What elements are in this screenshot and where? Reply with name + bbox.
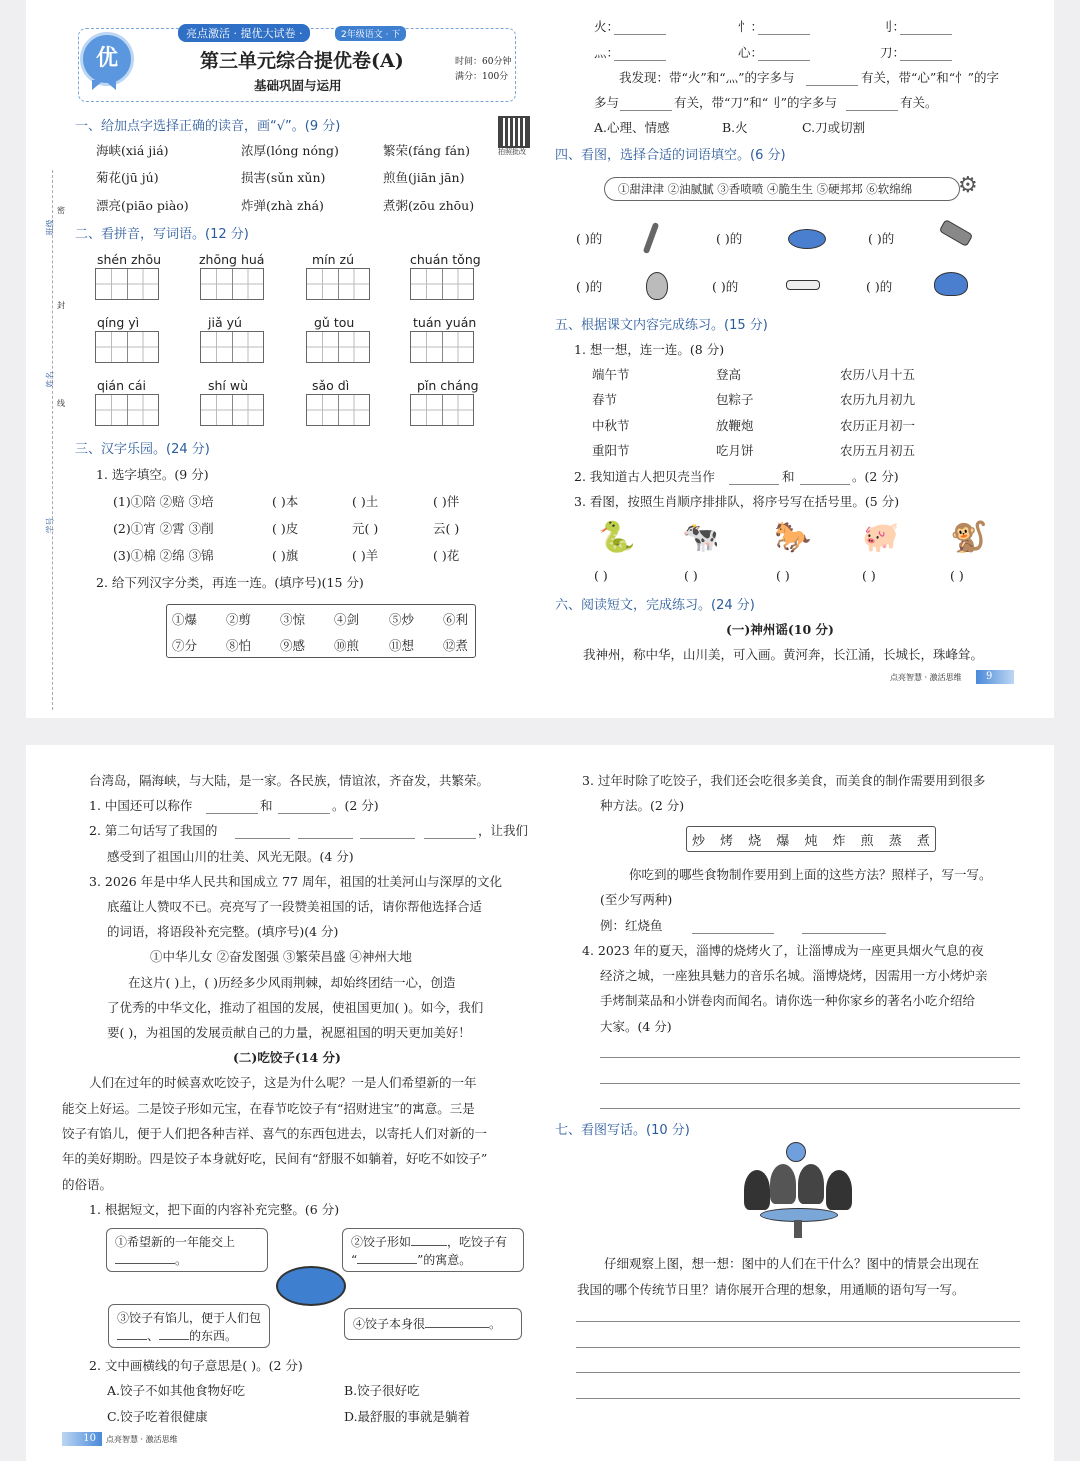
r4-text: 经济之城，一座独具魅力的音乐名城。淄博烧烤，因需用一方小烤炉亲 bbox=[600, 968, 988, 983]
pinyin-label: zhōng huá bbox=[199, 252, 265, 267]
dumpling-plate-icon bbox=[276, 1266, 346, 1306]
pinyin-label: shén zhōu bbox=[97, 252, 162, 267]
s3-blank[interactable]: ( )土 bbox=[352, 494, 379, 509]
char-item: ⑤炒 bbox=[389, 612, 415, 627]
lunar-date: 农历八月十五 bbox=[840, 367, 916, 382]
box-blank[interactable] bbox=[357, 1263, 417, 1264]
method: 煎 bbox=[860, 834, 874, 849]
box-text: “ bbox=[351, 1253, 358, 1267]
char-item: ⑫煮 bbox=[443, 638, 469, 653]
fill-blank[interactable]: ( )的 bbox=[868, 231, 895, 246]
char-item: ③惊 bbox=[280, 612, 306, 627]
snake-icon: 🐍 bbox=[598, 520, 636, 555]
qr-code-icon[interactable] bbox=[498, 116, 530, 148]
box-blank[interactable] bbox=[117, 1339, 147, 1340]
r2-option[interactable]: D.最舒服的事就是躺着 bbox=[344, 1409, 471, 1424]
r2-option[interactable]: B.饺子很好吃 bbox=[344, 1383, 420, 1398]
q1-blank[interactable] bbox=[278, 812, 330, 814]
box-text: ③饺子有馅儿，便于人们包 bbox=[117, 1311, 262, 1325]
s5-q2: 2. 我知道古人把贝壳当作 bbox=[574, 469, 715, 484]
box-text: ”的寓意。 bbox=[417, 1253, 472, 1267]
r4-text: 手烤制菜品和小饼卷肉而闻名。请你选一种你家乡的著名小吃介绍给 bbox=[600, 993, 976, 1008]
side-label-name: 姓名 bbox=[45, 371, 55, 388]
horse-icon: 🐎 bbox=[774, 520, 812, 555]
radical-blank[interactable] bbox=[758, 33, 810, 35]
festival: 中秋节 bbox=[592, 418, 630, 433]
s5-q2-end: 。(2 分) bbox=[852, 469, 899, 484]
radical-blank[interactable] bbox=[900, 59, 952, 61]
s3-q1: 1. 选字填空。(9 分) bbox=[96, 467, 209, 482]
answer-line[interactable] bbox=[576, 1371, 1020, 1373]
r4-text: 4. 2023 年的夏天，淄博的烧烤火了，让淄博成为一座更具烟火气息的夜 bbox=[582, 943, 984, 958]
pinyin-label: shí wù bbox=[208, 378, 249, 393]
footer-slogan: 点亮智慧 · 激活思维 bbox=[890, 673, 962, 682]
writing-grid[interactable] bbox=[95, 394, 159, 426]
writing-grid[interactable] bbox=[200, 331, 264, 363]
q2-blank[interactable] bbox=[424, 837, 476, 839]
festival: 重阳节 bbox=[592, 443, 630, 458]
page-number: 10 bbox=[62, 1432, 102, 1446]
q1-text: 1. 中国还可以称作 bbox=[89, 798, 193, 813]
ox-icon: 🐄 bbox=[682, 520, 720, 555]
bread-icon bbox=[788, 229, 826, 249]
s5-q1: 1. 想一想，连一连。(8 分) bbox=[574, 342, 725, 357]
option-b: B.火 bbox=[722, 120, 748, 135]
festival: 春节 bbox=[592, 392, 618, 407]
r3-example: 例：红烧鱼 bbox=[600, 918, 663, 933]
fill-blank[interactable]: ( )的 bbox=[576, 279, 603, 294]
r2-option[interactable]: C.饺子吃着很健康 bbox=[107, 1409, 208, 1424]
reading-1-title: (一)神州谣(10 分) bbox=[726, 622, 834, 637]
reading-2-title: (二)吃饺子(14 分) bbox=[233, 1050, 341, 1065]
section-2-title: 二、看拼音，写词语。(12 分) bbox=[75, 227, 249, 242]
section-1-title: 一、给加点字选择正确的读音，画“√”。(9 分) bbox=[75, 119, 341, 134]
option-c: C.刀或切割 bbox=[802, 120, 866, 135]
poem-line: 台湾岛，隔海峡，与大陆，是一家。各民族，情谊浓，齐奋发，共繁荣。 bbox=[89, 773, 490, 788]
writing-grid[interactable] bbox=[95, 331, 159, 363]
passage-line: 的俗语。 bbox=[62, 1177, 113, 1192]
passage-line: 人们在过年的时候喜欢吃饺子，这是为什么呢？一是人们希望新的一年 bbox=[89, 1075, 477, 1090]
fill-blank[interactable]: ( )的 bbox=[576, 231, 603, 246]
binding-strip bbox=[52, 170, 54, 710]
monkey-icon: 🐒 bbox=[950, 520, 988, 555]
q1-blank[interactable] bbox=[206, 812, 258, 814]
lunar-date: 农历正月初一 bbox=[840, 418, 916, 433]
answer-line[interactable] bbox=[600, 1056, 1020, 1058]
pinyin-label: qíng yì bbox=[97, 315, 140, 330]
char-item: ⑦分 bbox=[172, 638, 198, 653]
s5-q2-and: 和 bbox=[782, 469, 795, 484]
s3-blank[interactable]: ( )花 bbox=[433, 548, 460, 563]
person-icon bbox=[798, 1164, 824, 1204]
q2-text: 2. 第二句话写了我国的 bbox=[89, 823, 218, 838]
side-mark-line: 线 bbox=[57, 399, 65, 408]
box-text: ①希望新的一年能交上 bbox=[115, 1235, 236, 1249]
section-4-title: 四、看图，选择合适的词语填空。(6 分) bbox=[555, 148, 786, 163]
fill-blank[interactable]: ( )的 bbox=[866, 279, 893, 294]
s1-item: 繁荣(fáng fán) bbox=[383, 143, 470, 158]
festival: 端午节 bbox=[592, 367, 630, 382]
custom: 吃月饼 bbox=[716, 443, 754, 458]
family-dinner-illustration bbox=[742, 1142, 854, 1242]
radical-blank[interactable] bbox=[900, 33, 952, 35]
section-7-title: 七、看图写话。(10 分) bbox=[555, 1123, 690, 1138]
badge-icon: 优 bbox=[80, 32, 134, 86]
r3-blank[interactable] bbox=[692, 932, 774, 934]
method: 烧 bbox=[748, 834, 762, 849]
lunar-date: 农历五月初五 bbox=[840, 443, 916, 458]
pinyin-label: pǐn cháng bbox=[417, 378, 479, 393]
fill-blank[interactable]: ( )的 bbox=[716, 231, 743, 246]
pinyin-label: chuán tǒng bbox=[410, 252, 481, 267]
r3-text: 3. 过年时除了吃饺子，我们还会吃很多美食，而美食的制作需要用到很多 bbox=[582, 773, 986, 788]
qr-label: 拍照批改 bbox=[498, 148, 526, 156]
moon-icon bbox=[786, 1142, 806, 1162]
roast-chicken-icon bbox=[934, 272, 968, 296]
radical-label: 心： bbox=[738, 45, 764, 60]
mindmap-box-4: ④饺子本身很 。 bbox=[344, 1308, 522, 1340]
box-text: 的东西。 bbox=[189, 1329, 238, 1343]
s1-item: 浓厚(lóng nóng) bbox=[241, 143, 339, 158]
section-6-title: 六、阅读短文，完成练习。(24 分) bbox=[555, 598, 755, 613]
custom: 放鞭炮 bbox=[716, 418, 754, 433]
s1-item: 炸弹(zhà zhá) bbox=[241, 198, 324, 213]
answer-line[interactable] bbox=[576, 1346, 1020, 1348]
q3-text: 了优秀的中华文化，推动了祖国的发展，使祖国更加( )。如今，我们 bbox=[107, 1000, 484, 1015]
char-item: ⑩煎 bbox=[334, 638, 360, 653]
answer-line[interactable] bbox=[576, 1320, 1020, 1322]
answer-line[interactable] bbox=[600, 1107, 1020, 1109]
s3-row-options: (1)①陪 ②赔 ③培 bbox=[113, 494, 214, 509]
writing-grid[interactable] bbox=[200, 268, 264, 300]
writing-grid[interactable] bbox=[410, 268, 474, 300]
score-info: 满分：100分 bbox=[455, 72, 509, 82]
mindmap-box-2 bbox=[342, 1228, 524, 1272]
q2-blank[interactable] bbox=[360, 837, 415, 839]
s3-blank[interactable]: ( )伴 bbox=[433, 494, 460, 509]
char-item: ⑥利 bbox=[443, 612, 469, 627]
brand-tag: 亮点激活 · 提优大试卷 · bbox=[178, 24, 310, 42]
writing-grid[interactable] bbox=[95, 268, 159, 300]
q2-text-end: ，让我们 bbox=[478, 823, 529, 838]
method: 蒸 bbox=[888, 834, 902, 849]
box-blank[interactable] bbox=[159, 1339, 189, 1340]
r2-text: 2. 文中画横线的句子意思是( )。(2 分) bbox=[89, 1358, 303, 1373]
radical-blank[interactable] bbox=[614, 33, 666, 35]
pinyin-label: mín zú bbox=[312, 252, 355, 267]
finding-text: 有关。 bbox=[900, 95, 938, 110]
grade-tag: 2年级语文 · 下 bbox=[335, 26, 406, 41]
radical-blank[interactable] bbox=[758, 59, 810, 61]
pig-icon: 🐖 bbox=[862, 520, 900, 555]
finding-blank[interactable] bbox=[806, 84, 858, 86]
s3-q2: 2. 给下列汉字分类，再连一连。(填序号)(15 分) bbox=[96, 575, 364, 590]
q1-and: 和 bbox=[260, 798, 273, 813]
finding-text: 有关，带“心”和“忄”的字 bbox=[861, 70, 1000, 85]
method: 炸 bbox=[832, 834, 846, 849]
q1-end: 。(2 分) bbox=[332, 798, 379, 813]
q3-text: 要( )，为祖国的发展贡献自己的力量，祝愿祖国的明天更加美好！ bbox=[107, 1025, 471, 1040]
method: 煮 bbox=[916, 834, 930, 849]
word-bank-text: ①甜津津 ②油腻腻 ③香喷喷 ④脆生生 ⑤硬邦邦 ⑥软绵绵 bbox=[618, 182, 913, 196]
page-number: 9 bbox=[976, 670, 1014, 684]
zodiac-blank[interactable]: ( ) bbox=[950, 568, 964, 583]
radical-label: 忄： bbox=[738, 19, 764, 34]
lunar-date: 农历九月初九 bbox=[840, 392, 916, 407]
q2-blank[interactable] bbox=[235, 837, 290, 839]
s5-blank[interactable] bbox=[800, 483, 850, 485]
zodiac-blank[interactable]: ( ) bbox=[594, 568, 608, 583]
page-title: 第三单元综合提优卷(A) bbox=[200, 50, 404, 72]
s7-text: 我国的哪个传统节日里？请你展开合理的想象，用通顺的语句写一写。 bbox=[577, 1282, 965, 1297]
char-item: ⑨感 bbox=[280, 638, 306, 653]
char-item: ④剑 bbox=[334, 612, 360, 627]
radical-label: 刂： bbox=[880, 19, 906, 34]
q2-blank[interactable] bbox=[298, 837, 353, 839]
writing-grid[interactable] bbox=[306, 394, 370, 426]
fill-blank[interactable]: ( )的 bbox=[712, 279, 739, 294]
zodiac-blank[interactable]: ( ) bbox=[862, 568, 876, 583]
s5-blank[interactable] bbox=[729, 483, 779, 485]
custom: 登高 bbox=[716, 367, 742, 382]
box-blank[interactable] bbox=[115, 1263, 175, 1264]
radical-label: 火： bbox=[594, 19, 620, 34]
answer-line[interactable] bbox=[576, 1397, 1020, 1399]
gear-icon: ⚙ bbox=[958, 173, 978, 198]
s1-item: 菊花(jū jú) bbox=[96, 170, 159, 185]
q3-text: 的词语，将语段补充完整。(填序号)(4 分) bbox=[107, 924, 339, 939]
zodiac-blank[interactable]: ( ) bbox=[776, 568, 790, 583]
passage-line: 饺子有馅儿，便于人们把各种吉祥、喜气的东西包进去，以寄托人们对新的一 bbox=[62, 1126, 488, 1141]
cooking-methods bbox=[692, 830, 930, 849]
option-a: A.心理、情感 bbox=[594, 120, 670, 135]
pinyin-label: gǔ tou bbox=[314, 315, 355, 330]
person-icon bbox=[744, 1170, 770, 1210]
side-mark-close: 封 bbox=[57, 301, 65, 310]
box-text: ②饺子形如 bbox=[351, 1235, 412, 1249]
s1-item: 煎鱼(jiān jān) bbox=[383, 170, 465, 185]
char-item: ⑪想 bbox=[389, 638, 415, 653]
side-label-number: 学号 bbox=[45, 517, 55, 534]
q3-text: 3. 2026 年是中华人民共和国成立 77 周年，祖国的壮美河山与深厚的文化 bbox=[89, 874, 503, 889]
s3-row-options: (2)①宵 ②霄 ③削 bbox=[113, 521, 214, 536]
pinyin-label: jiǎ yú bbox=[208, 315, 242, 330]
side-mark-seal: 密 bbox=[57, 206, 65, 215]
box-blank[interactable] bbox=[425, 1327, 489, 1328]
pinyin-label: tuán yuán bbox=[413, 315, 477, 330]
s1-item: 损害(sǔn xǔn) bbox=[241, 170, 326, 185]
pinyin-label: qián cái bbox=[97, 378, 146, 393]
r2-option[interactable]: A.饺子不如其他食物好吃 bbox=[107, 1383, 246, 1398]
char-box bbox=[166, 604, 476, 658]
footer-slogan: 点亮智慧 · 激活思维 bbox=[106, 1435, 178, 1444]
bone-icon bbox=[786, 280, 820, 290]
r3-text: (至少写两种) bbox=[600, 892, 673, 907]
box-text: ，吃饺子有 bbox=[447, 1235, 508, 1249]
section-3-title: 三、汉字乐园。(24 分) bbox=[75, 442, 210, 457]
s1-item: 煮粥(zōu zhōu) bbox=[383, 198, 475, 213]
section-5-title: 五、根据课文内容完成练习。(15 分) bbox=[555, 318, 768, 333]
finding-text: 多与 bbox=[594, 95, 620, 110]
s1-item: 海峡(xiá jiá) bbox=[96, 143, 169, 158]
finding-text: 我发现：带“火”和“灬”的字多与 bbox=[619, 70, 795, 85]
char-item: ⑧怕 bbox=[226, 638, 252, 653]
method: 炖 bbox=[804, 834, 818, 849]
person-icon bbox=[826, 1170, 852, 1210]
badge-ribbon-icon bbox=[92, 80, 116, 90]
radical-label: 灬： bbox=[594, 45, 620, 60]
r3-text: 种方法。(2 分) bbox=[600, 798, 685, 813]
s3-blank[interactable]: ( )旗 bbox=[272, 548, 299, 563]
s3-blank[interactable]: ( )本 bbox=[272, 494, 299, 509]
passage-line: 年的美好期盼。四是饺子本身就好吃，民间有“舒服不如躺着，好吃不如饺子” bbox=[62, 1151, 488, 1166]
r1-text: 1. 根据短文，把下面的内容补充完整。(6 分) bbox=[89, 1202, 340, 1217]
s3-blank[interactable]: 云( ) bbox=[433, 521, 460, 536]
r3-text: 你吃到的哪些食物制作要用到上面的这些方法？照样子，写一写。 bbox=[629, 867, 992, 882]
method: 烤 bbox=[720, 834, 734, 849]
time-info: 时间：60分钟 bbox=[455, 57, 512, 67]
method: 炒 bbox=[692, 834, 706, 849]
s3-blank[interactable]: ( )皮 bbox=[272, 521, 299, 536]
pear-icon bbox=[646, 272, 668, 300]
side-label-class: 班级 bbox=[45, 219, 55, 236]
pinyin-label: sǎo dì bbox=[312, 378, 350, 393]
mindmap-box-3: ③饺子有馅儿，便于人们包 、 的东西。 bbox=[108, 1304, 270, 1348]
s3-blank[interactable]: ( )羊 bbox=[352, 548, 379, 563]
s7-text: 仔细观察上图，想一想：图中的人们在干什么？图中的情景会出现在 bbox=[604, 1256, 980, 1271]
method: 爆 bbox=[776, 834, 790, 849]
q3-options: ①中华儿女 ②奋发图强 ③繁荣昌盛 ④神州大地 bbox=[150, 949, 412, 964]
radical-label: 刀： bbox=[880, 45, 906, 60]
writing-grid[interactable] bbox=[306, 268, 370, 300]
answer-line[interactable] bbox=[600, 1082, 1020, 1084]
writing-grid[interactable] bbox=[200, 394, 264, 426]
custom: 包粽子 bbox=[716, 392, 754, 407]
char-item: ②剪 bbox=[226, 612, 252, 627]
finding-text: 有关，带“刀”和“刂”的字多与 bbox=[674, 95, 838, 110]
s1-item: 漂亮(piāo piào) bbox=[96, 198, 189, 213]
zodiac-blank[interactable]: ( ) bbox=[684, 568, 698, 583]
r4-text: 大家。(4 分) bbox=[600, 1019, 672, 1034]
q2-text-cont: 感受到了祖国山川的壮美、风光无限。(4 分) bbox=[107, 849, 354, 864]
radical-blank[interactable] bbox=[614, 59, 666, 61]
s3-row-options: (3)①棉 ②绵 ③锦 bbox=[113, 548, 214, 563]
page-subtitle: 基础巩固与运用 bbox=[254, 78, 342, 93]
writing-grid[interactable] bbox=[410, 394, 474, 426]
char-item: ①爆 bbox=[172, 612, 198, 627]
writing-grid[interactable] bbox=[410, 331, 474, 363]
poem-line: 我神州，称中华，山川美，可入画。黄河奔，长江涌，长城长，珠峰耸。 bbox=[583, 647, 984, 662]
s3-blank[interactable]: 元( ) bbox=[352, 521, 379, 536]
writing-grid[interactable] bbox=[306, 331, 370, 363]
s5-q3: 3. 看图，按照生肖顺序排排队，将序号写在括号里。(5 分) bbox=[574, 494, 900, 509]
box-blank[interactable] bbox=[411, 1245, 447, 1246]
table-leg-icon bbox=[794, 1220, 802, 1238]
finding-blank[interactable] bbox=[620, 109, 672, 111]
box-text: ④饺子本身很 bbox=[353, 1317, 426, 1331]
person-icon bbox=[770, 1164, 796, 1204]
finding-blank[interactable] bbox=[846, 109, 898, 111]
q3-text: 底蕴让人赞叹不已。亮亮写了一段赞美祖国的话，请你帮他选择合适 bbox=[107, 899, 483, 914]
mindmap-box-1: ①希望新的一年能交上 。 bbox=[106, 1228, 268, 1272]
q3-text: 在这片( )上，( )历经多少风雨荆棘，却始终团结一心，创造 bbox=[128, 975, 456, 990]
passage-line: 能交上好运。二是饺子形如元宝，在春节吃饺子有“招财进宝”的寓意。三是 bbox=[62, 1101, 475, 1116]
r3-blank[interactable] bbox=[802, 932, 886, 934]
